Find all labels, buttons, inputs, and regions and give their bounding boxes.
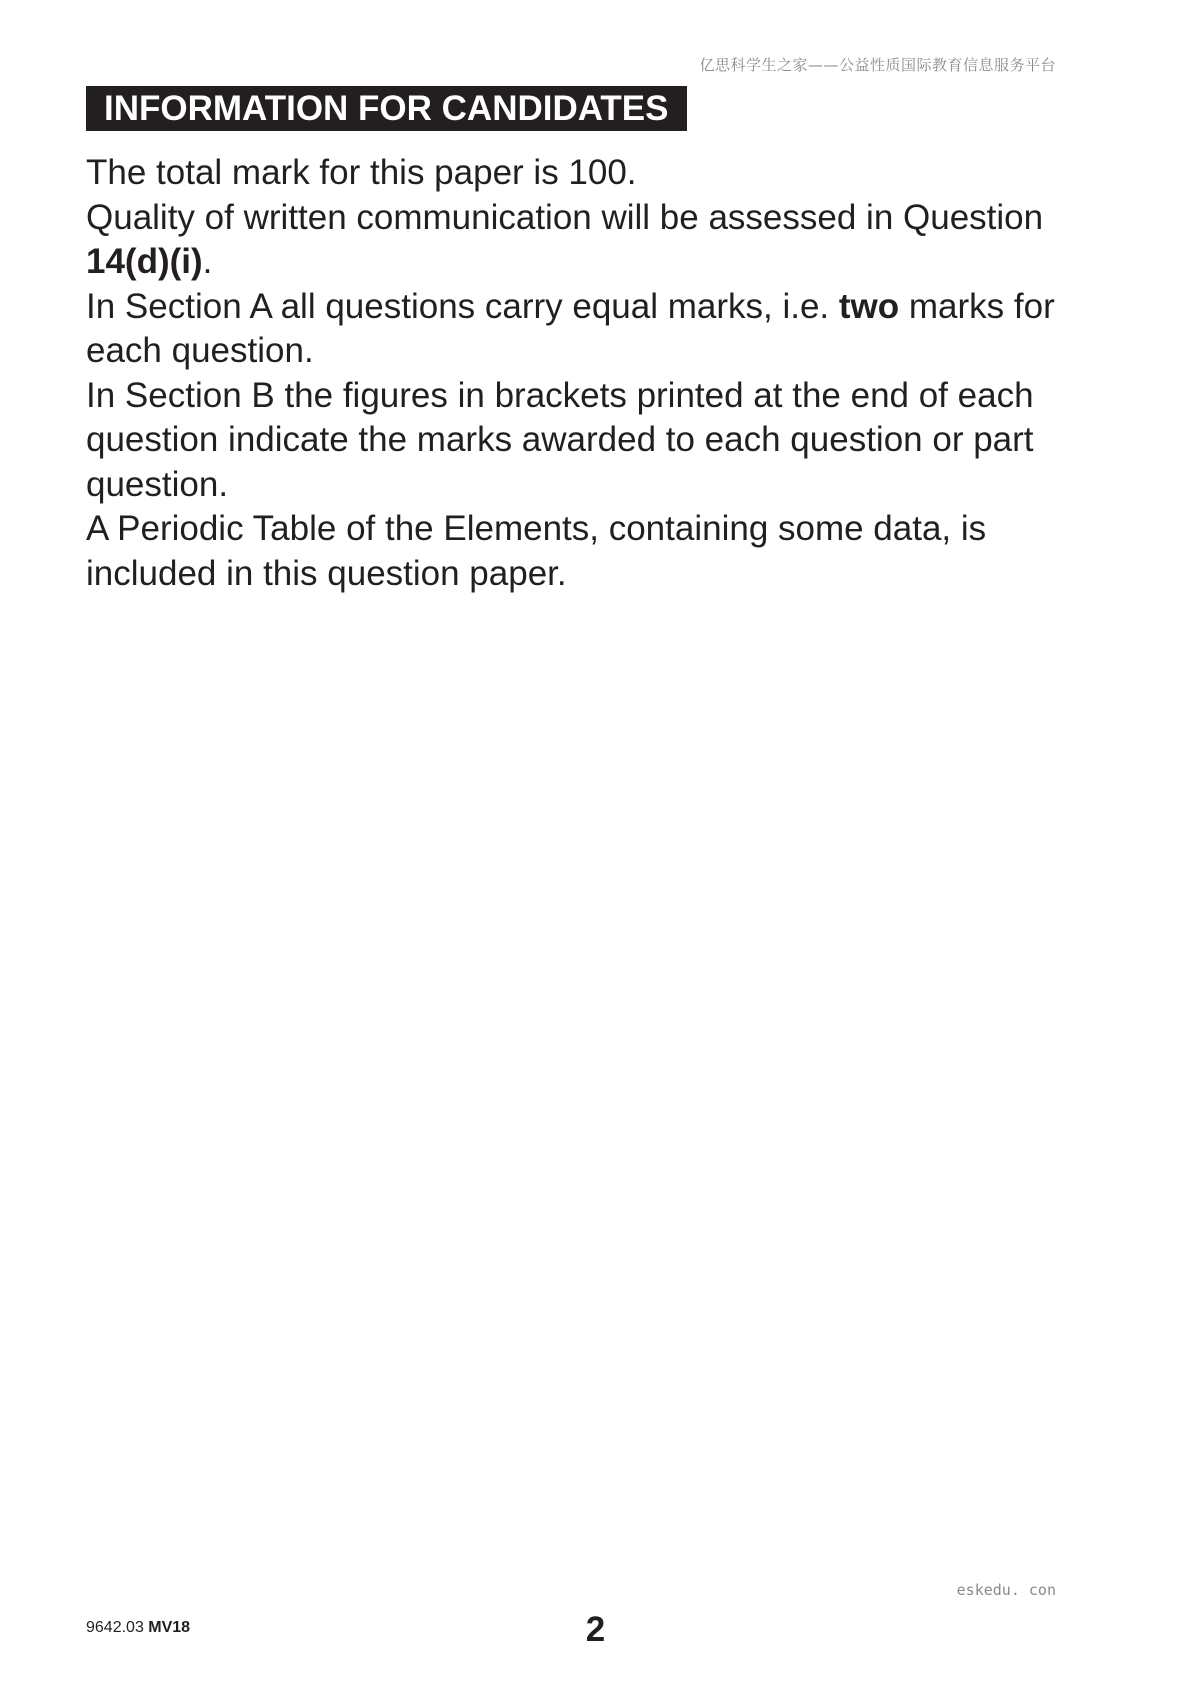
info-quality-text: Quality of written communication will be assessed in Question: [86, 197, 1044, 237]
info-periodic-table-text: A Periodic Table of the Elements, containing some data, is included in this question paper.: [86, 509, 987, 593]
watermark-bottom: eskedu. con: [956, 1581, 1056, 1599]
info-section-b: [86, 374, 1106, 508]
info-section-a: [86, 285, 1106, 374]
info-total-mark-text: The total mark for this paper is 100.: [86, 153, 637, 192]
section-heading: INFORMATION FOR CANDIDATES: [86, 86, 687, 131]
info-section-b-text: In Section B the figures in brackets printed at the end of each question indicate the marks awarded to each question or part question.: [86, 375, 1034, 504]
page-number: 2: [585, 1610, 606, 1649]
info-section-a-text: In Section A all questions carry equal marks, i.e.: [86, 286, 839, 326]
paper-code-suffix: MV18: [148, 1619, 191, 1636]
watermark-top: 亿思科学生之家——公益性质国际教育信息服务平台: [699, 56, 1056, 74]
info-section-a-end: marks for each question.: [86, 286, 1055, 370]
info-section-a-marks: two: [838, 286, 900, 326]
paper-code-number: 9642.03: [86, 1619, 149, 1636]
info-quality-end: .: [202, 242, 213, 281]
info-total-mark: [86, 151, 1106, 196]
information-text: [86, 151, 1106, 596]
info-quality-communication: [86, 196, 1106, 285]
info-periodic-table: [86, 507, 1106, 596]
info-question-ref: 14(d)(i): [86, 242, 203, 281]
